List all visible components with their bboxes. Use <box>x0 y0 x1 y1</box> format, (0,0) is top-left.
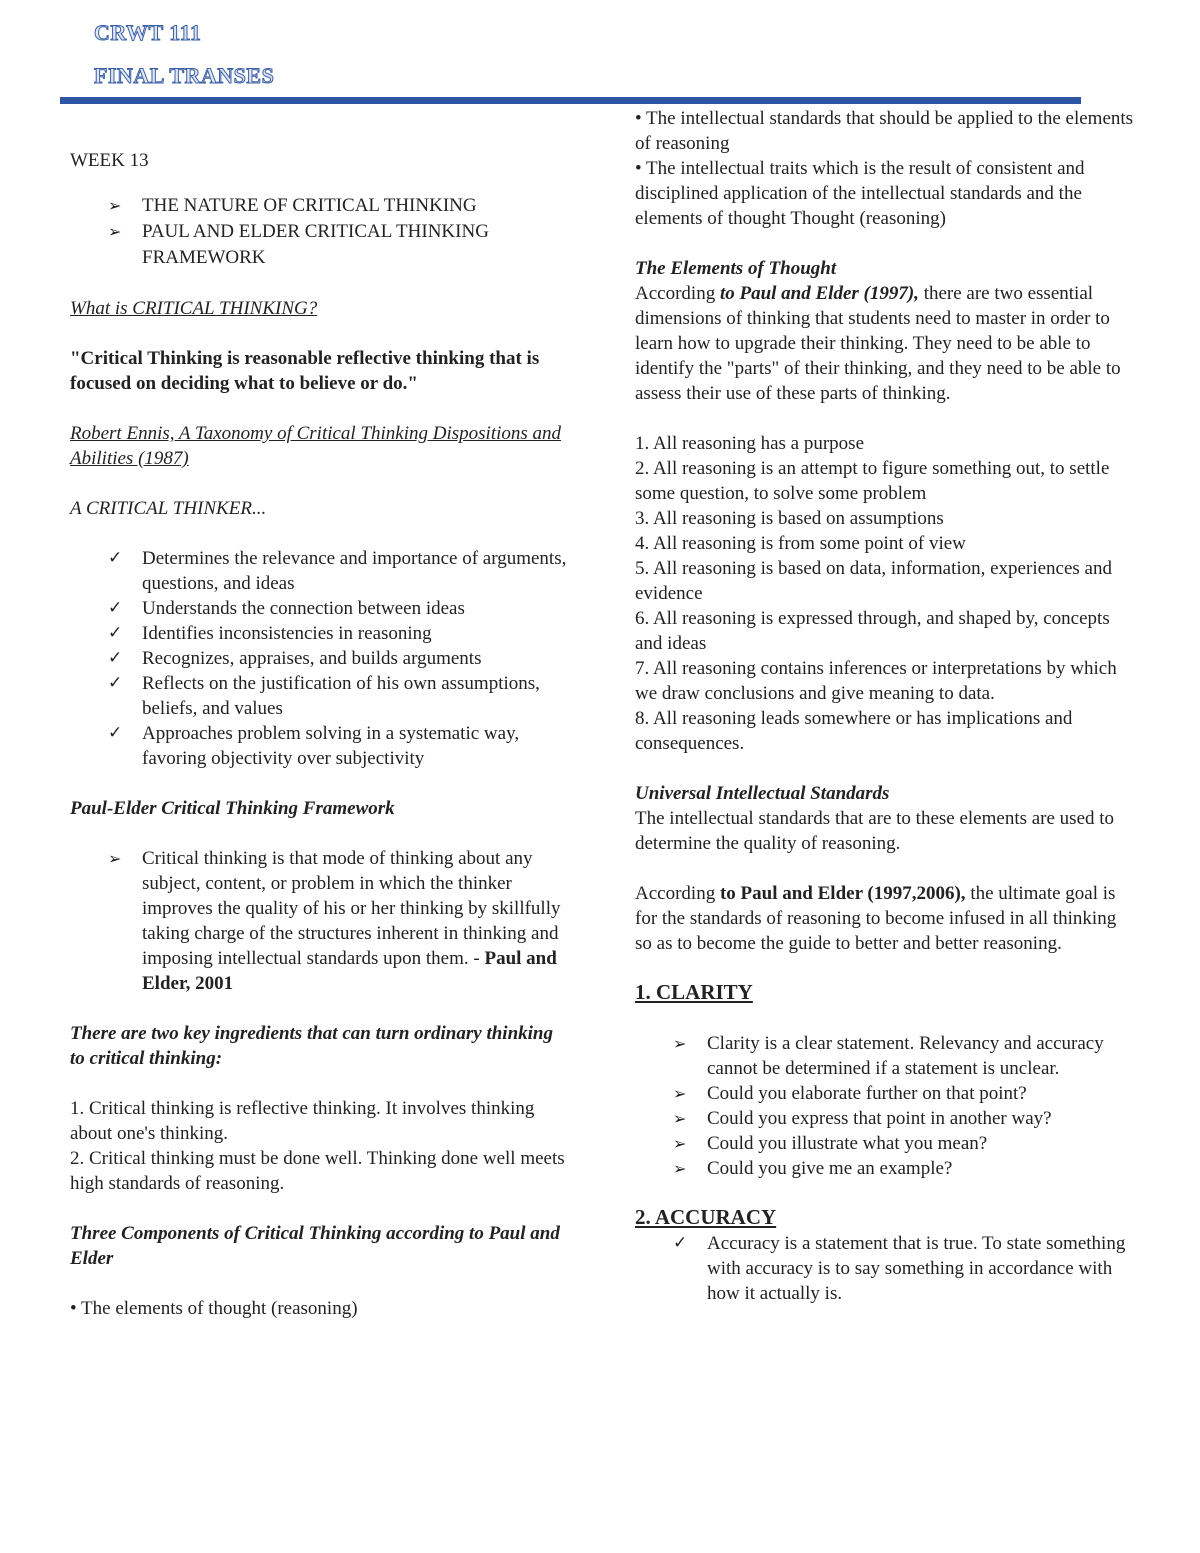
accuracy-list <box>635 1231 1135 1306</box>
arrow-bullet-icon: ➢ <box>108 196 122 215</box>
section-heading-ingredients: There are two key ingredients that can turn ordinary thinking to critical thinking: <box>70 1023 553 1069</box>
arrow-bullet-icon: ➢ <box>673 1034 687 1053</box>
list-item: ➢ Could you express that point in another way? <box>673 1108 1052 1129</box>
clarity-list <box>635 1031 1135 1181</box>
list-item: ✓ Understands the connection between ideas <box>108 598 465 619</box>
checkmark-icon: ✓ <box>108 623 123 643</box>
list-item: ✓ Determines the relevance and importance of arguments, questions, and ideas <box>108 548 567 594</box>
list-item: ➢ Critical thinking is that mode of thinking about any subject, content, or problem in which the thinker improves the quality of his or her thinking by skillfully taking charge of the structures inherent in thinking and imposing intellectual standards upon them. - Paul and Elder, 2001 <box>108 848 561 994</box>
ennis-quote: "Critical Thinking is reasonable reflective thinking that is focused on deciding what to believe or do." <box>70 348 540 394</box>
topic-list <box>70 193 570 271</box>
list-item: 6. All reasoning is expressed through, and shaped by, concepts and ideas <box>635 608 1110 654</box>
section-heading-critical-thinker: A CRITICAL THINKER... <box>70 498 267 519</box>
ingredient-2: 2. Critical thinking must be done well. Thinking done well meets high standards of reasoning. <box>70 1148 565 1194</box>
list-item: 7. All reasoning contains inferences or interpretations by which we draw conclusions and give meaning to data. <box>635 658 1117 704</box>
component-2: • The intellectual standards that should be applied to the elements of reasoning <box>635 108 1134 154</box>
list-item: 3. All reasoning is based on assumptions <box>635 508 944 529</box>
header-rule <box>60 97 1081 104</box>
list-item: ➢ THE NATURE OF CRITICAL THINKING <box>70 193 570 219</box>
list-item: ➢ Could you give me an example? <box>673 1158 953 1179</box>
list-item: ✓ Identifies inconsistencies in reasoning <box>108 623 432 644</box>
checkmark-icon: ✓ <box>108 723 123 743</box>
standards-text: The intellectual standards that are to these elements are used to determine the quality of reasoning. <box>635 808 1115 854</box>
section-heading-what-is: What is CRITICAL THINKING? <box>70 298 318 319</box>
week-label: WEEK 13 <box>70 150 149 171</box>
list-item: 5. All reasoning is based on data, information, experiences and evidence <box>635 558 1112 604</box>
critical-thinker-list <box>70 546 570 771</box>
checkmark-icon: ✓ <box>108 648 123 668</box>
list-item: 8. All reasoning leads somewhere or has implications and consequences. <box>635 708 1073 754</box>
arrow-bullet-icon: ➢ <box>108 849 122 868</box>
section-heading-components: Three Components of Critical Thinking according to Paul and Elder <box>70 1223 560 1269</box>
goal-text: According to Paul and Elder (1997,2006), the ultimate goal is for the standards of reasoning to become infused in all thinking so as to become the guide to better and better reasoning. <box>635 883 1117 954</box>
citation: Robert Ennis, A Taxonomy of Critical Thinking Dispositions and Abilities (1987) <box>70 423 562 469</box>
list-item: 1. All reasoning has a purpose <box>635 433 865 454</box>
ingredient-1: 1. Critical thinking is reflective thinking. It involves thinking about one's thinking. <box>70 1098 535 1144</box>
arrow-bullet-icon: ➢ <box>108 222 122 241</box>
checkmark-icon: ✓ <box>108 598 123 618</box>
list-item: ➢ Could you elaborate further on that point? <box>673 1083 1027 1104</box>
list-item: ➢ PAUL AND ELDER CRITICAL THINKING FRAMEWORK <box>108 221 489 268</box>
arrow-bullet-icon: ➢ <box>673 1109 687 1128</box>
list-item: ➢ Clarity is a clear statement. Relevancy and accuracy cannot be determined if a statement is unclear. <box>673 1033 1104 1079</box>
elements-intro: According to Paul and Elder (1997), there are two essential dimensions of thinking that students need to master in order to learn how to upgrade their thinking. They need to be able to identify the "parts" of their thinking, and they need to be able to assess their use of these parts of thinking. <box>635 283 1121 404</box>
right-column <box>635 106 1135 1306</box>
checkmark-icon: ✓ <box>108 673 123 693</box>
section-heading-accuracy: 2. ACCURACY <box>635 1205 777 1229</box>
list-item: ✓ Accuracy is a statement that is true. To state something with accuracy is to say something in accordance with how it actually is. <box>673 1233 1126 1304</box>
section-heading-elements: The Elements of Thought <box>635 258 837 279</box>
section-heading-framework: Paul-Elder Critical Thinking Framework <box>70 798 395 819</box>
framework-list <box>70 846 570 996</box>
list-item: 4. All reasoning is from some point of view <box>635 533 966 554</box>
framework-author: Paul and Elder, 2001 <box>142 948 557 994</box>
component-3: • The intellectual traits which is the result of consistent and disciplined application of the intellectual standards and the elements of thought Thought (reasoning) <box>635 158 1085 229</box>
arrow-bullet-icon: ➢ <box>673 1134 687 1153</box>
list-item: ✓ Reflects on the justification of his own assumptions, beliefs, and values <box>108 673 540 719</box>
checkmark-icon: ✓ <box>673 1233 688 1253</box>
component-1: • The elements of thought (reasoning) <box>70 1298 358 1319</box>
section-heading-clarity: 1. CLARITY <box>635 980 753 1004</box>
header-subtitle: FINAL TRANSES <box>94 63 275 88</box>
header-course: CRWT 111 <box>94 20 202 45</box>
list-item: ➢ Could you illustrate what you mean? <box>673 1133 988 1154</box>
section-heading-standards: Universal Intellectual Standards <box>635 783 890 804</box>
arrow-bullet-icon: ➢ <box>673 1159 687 1178</box>
list-item: ✓ Recognizes, appraises, and builds arguments <box>108 648 482 669</box>
list-item: 2. All reasoning is an attempt to figure something out, to settle some question, to solve some problem <box>635 458 1110 504</box>
left-column <box>70 148 570 1321</box>
arrow-bullet-icon: ➢ <box>673 1084 687 1103</box>
checkmark-icon: ✓ <box>108 548 123 568</box>
list-item: ✓ Approaches problem solving in a systematic way, favoring objectivity over subjectivity <box>108 723 520 769</box>
